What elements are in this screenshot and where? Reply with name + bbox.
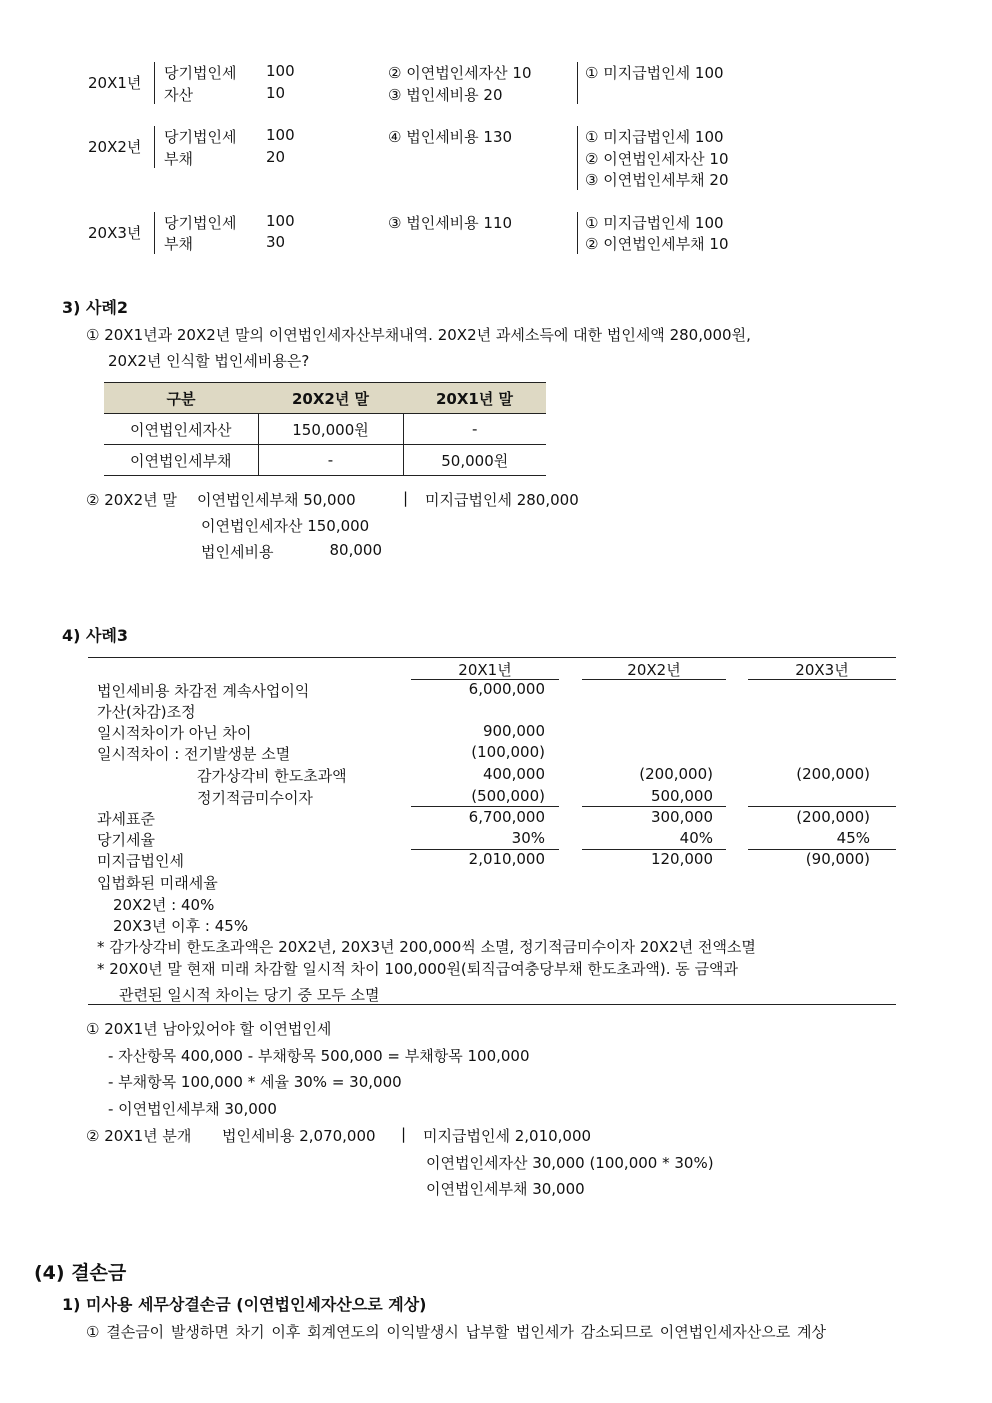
sum-rule — [748, 806, 896, 807]
cell-value: 900,000 — [482, 722, 545, 740]
debit-line: ③ 법인세비용 20 — [388, 86, 503, 104]
credit-line: ② 이연법인세부채 10 — [585, 235, 729, 253]
row-label: 미지급법인세 — [97, 852, 184, 870]
year-label: 20X3년 — [88, 224, 142, 242]
year-col-header: 20X2년 — [627, 661, 681, 679]
case2-answer-prefix: ② 20X2년 말 — [86, 491, 177, 509]
divider — [154, 62, 155, 104]
row-label: 당기세율 — [97, 831, 155, 849]
bottom-rule — [88, 1004, 896, 1005]
cell-value: 40% — [679, 829, 713, 847]
case3-journal-debit: 법인세비용 2,070,000 — [222, 1127, 376, 1145]
header-cell: 20X1년 말 — [403, 383, 546, 414]
case3-answer-line: - 자산항목 400,000 - 부채항목 500,000 = 부채항목 100,000 — [108, 1047, 530, 1065]
divider — [577, 62, 578, 104]
case3-answer-line: - 부채항목 100,000 * 세율 30% = 30,000 — [108, 1073, 402, 1091]
row-label: 가산(차감)조정 — [97, 703, 196, 721]
col-rule — [748, 679, 896, 680]
cell-value: 45% — [836, 829, 870, 847]
case2-heading: 3) 사례2 — [62, 298, 129, 317]
case3-answer-title: ① 20X1년 남아있어야 할 이연법인세 — [86, 1020, 332, 1038]
col-rule — [582, 679, 726, 680]
header-cell: 20X2년 말 — [258, 383, 403, 414]
footnote: * 감가상각비 한도초과액은 20X2년, 20X3년 200,000씩 소멸, 정기적금미수이자 20X2년 전액소멸 — [97, 938, 756, 956]
entry-value: 100 — [266, 212, 295, 230]
case2-answer-credit: 미지급법인세 280,000 — [425, 491, 579, 509]
case3-heading: 4) 사례3 — [62, 626, 129, 645]
cell-value: 500,000 — [650, 787, 713, 805]
deferred-tax-table — [104, 382, 546, 476]
case2-answer-debit: 이연법인세부채 50,000 — [197, 491, 356, 509]
table-row — [104, 445, 546, 476]
row-label: 감가상각비 한도초과액 — [197, 767, 347, 785]
credit-line: ① 미지급법인세 100 — [585, 64, 724, 82]
entry-value: 10 — [266, 84, 286, 102]
row-label: 일시적차이 : 전기발생분 소멸 — [97, 745, 291, 763]
case2-answer-separator: | — [403, 489, 409, 507]
future-rate-title: 입법화된 미래세율 — [97, 874, 218, 892]
footnote: * 20X0년 말 현재 미래 차감할 일시적 차이 100,000원(퇴직급여충당부채 한도초과액). 동 금액과 — [97, 960, 739, 978]
future-rate: 20X2년 : 40% — [113, 896, 215, 914]
entry-label: 자산 — [164, 86, 193, 104]
table-cell: - — [403, 414, 546, 445]
row-label: 일시적차이가 아닌 차이 — [97, 724, 252, 742]
sum-rule — [582, 806, 726, 807]
table-cell: - — [258, 445, 403, 476]
case2-answer-value: 80,000 — [329, 541, 382, 559]
cell-value: (200,000) — [639, 765, 713, 783]
footnote: 관련된 일시적 차이는 당기 중 모두 소멸 — [119, 986, 380, 1004]
year-label: 20X1년 — [88, 74, 142, 92]
cell-value: (100,000) — [471, 743, 545, 761]
cell-value: (500,000) — [471, 787, 545, 805]
credit-line: ② 이연법인세자산 10 — [585, 150, 729, 168]
header-cell: 구분 — [104, 383, 258, 414]
case3-journal-credit: 이연법인세자산 30,000 (100,000 * 30%) — [426, 1154, 714, 1172]
entry-value: 20 — [266, 148, 286, 166]
entry-label: 당기법인세 — [164, 64, 237, 82]
cell-value: (200,000) — [796, 808, 870, 826]
cell-value: (90,000) — [805, 850, 870, 868]
case2-answer-debit: 이연법인세자산 150,000 — [201, 517, 370, 535]
entry-label: 당기법인세 — [164, 128, 237, 146]
sum-rule — [411, 806, 559, 807]
credit-line: ① 미지급법인세 100 — [585, 128, 724, 146]
row-label: 법인세비용 차감전 계속사업이익 — [97, 682, 310, 700]
case3-journal-credit: 이연법인세부채 30,000 — [426, 1180, 585, 1198]
row-label: 정기적금미수이자 — [197, 789, 313, 807]
cell-value: 400,000 — [482, 765, 545, 783]
cell-value: 300,000 — [650, 808, 713, 826]
cell-value: 6,700,000 — [468, 808, 545, 826]
case3-journal-prefix: ② 20X1년 분개 — [86, 1127, 192, 1145]
credit-line: ① 미지급법인세 100 — [585, 214, 724, 232]
debit-line: ③ 법인세비용 110 — [388, 214, 513, 232]
cell-value: 120,000 — [650, 850, 713, 868]
table-row — [104, 414, 546, 445]
case3-journal-separator: | — [401, 1125, 407, 1143]
cell-value: 2,010,000 — [468, 850, 545, 868]
entry-label: 부채 — [164, 235, 193, 253]
year-label: 20X2년 — [88, 138, 142, 156]
year-col-header: 20X1년 — [458, 661, 512, 679]
credit-line: ③ 이연법인세부채 20 — [585, 171, 729, 189]
top-rule — [88, 657, 896, 658]
table-cell: 이연법인세자산 — [104, 414, 258, 445]
future-rate: 20X3년 이후 : 45% — [113, 917, 249, 935]
section-subtitle: 1) 미사용 세무상결손금 (이연법인세자산으로 계상) — [62, 1295, 427, 1314]
divider — [577, 212, 578, 254]
case2-answer-debit: 법인세비용 — [201, 543, 274, 561]
table-cell: 150,000원 — [258, 414, 403, 445]
case2-question: ① 20X1년과 20X2년 말의 이연법인세자산부채내역. 20X2년 과세소득에 대한 법인세액 280,000원, — [86, 326, 751, 344]
cell-value: 30% — [511, 829, 545, 847]
case3-answer-line: - 이연법인세부채 30,000 — [108, 1100, 277, 1118]
table-header-row — [104, 383, 546, 414]
section-title: (4) 결손금 — [34, 1262, 127, 1284]
year-col-header: 20X3년 — [795, 661, 849, 679]
entry-value: 100 — [266, 62, 295, 80]
cell-value: 6,000,000 — [468, 680, 545, 698]
entry-value: 30 — [266, 233, 286, 251]
table-cell: 50,000원 — [403, 445, 546, 476]
divider — [577, 126, 578, 190]
debit-line: ② 이연법인세자산 10 — [388, 64, 532, 82]
entry-label: 부채 — [164, 150, 193, 168]
entry-value: 100 — [266, 126, 295, 144]
entry-label: 당기법인세 — [164, 214, 237, 232]
row-label: 과세표준 — [97, 810, 155, 828]
cell-value: (200,000) — [796, 765, 870, 783]
table-cell: 이연법인세부채 — [104, 445, 258, 476]
debit-line: ④ 법인세비용 130 — [388, 128, 513, 146]
case3-journal-credit: 미지급법인세 2,010,000 — [423, 1127, 592, 1145]
case2-question-cont: 20X2년 인식할 법인세비용은? — [108, 352, 310, 370]
divider — [154, 126, 155, 168]
section-text: ① 결손금이 발생하면 차기 이후 회계연도의 이익발생시 납부할 법인세가 감소되므로 이연법인세자산으로 계상 — [86, 1323, 826, 1341]
divider — [154, 212, 155, 254]
